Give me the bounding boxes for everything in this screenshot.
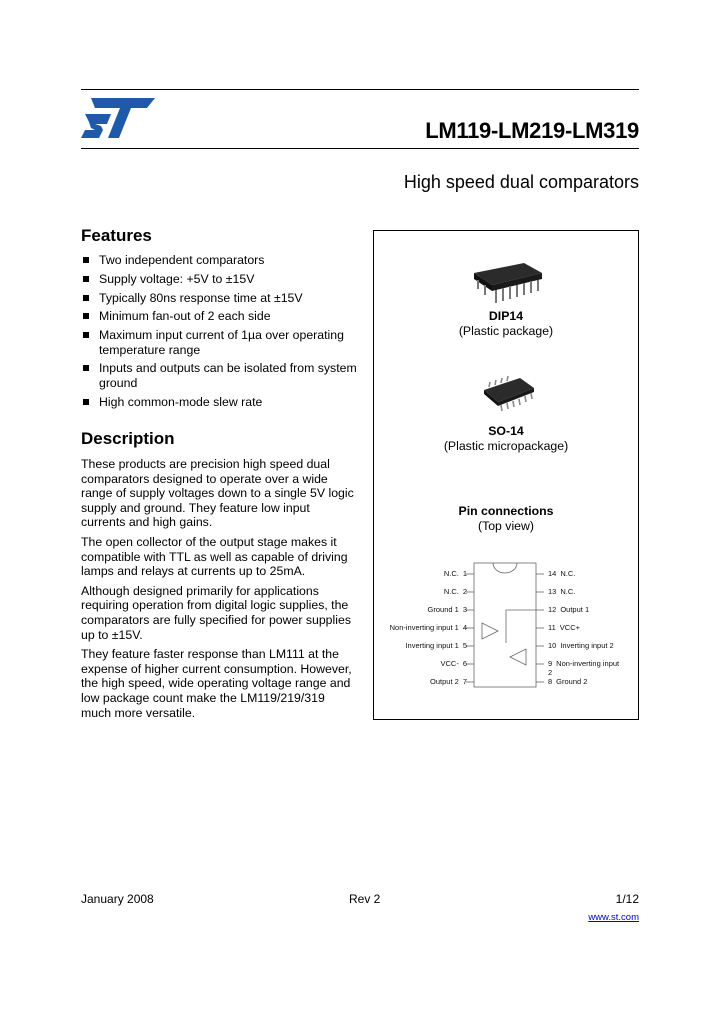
pin-number: 1 (462, 569, 467, 578)
pin-number: 5 (462, 641, 467, 650)
pin-label-left (374, 605, 467, 614)
pin-label-right (548, 641, 622, 650)
feature-item (81, 395, 366, 410)
title-rule (81, 148, 639, 149)
pinout-diagram (462, 561, 548, 691)
feature-text: Typically 80ns response time at ±15V (99, 290, 303, 305)
pin-number: 13 (548, 587, 557, 596)
pin-label-right (548, 569, 622, 578)
bullet-square-icon (83, 313, 89, 319)
so14-package-image (482, 374, 536, 414)
dip14-package-image (472, 259, 544, 305)
feature-item (81, 361, 366, 390)
pin-name: Ground 1 (427, 605, 459, 614)
pin-number: 12 (548, 605, 557, 614)
pin-label-left (374, 623, 467, 632)
st-logo (81, 96, 157, 140)
pin-number: 7 (462, 677, 467, 686)
pin-label-right (548, 587, 622, 596)
pin-number: 2 (462, 587, 467, 596)
pin-number: 11 (548, 623, 556, 632)
pin-number: 4 (462, 623, 467, 632)
feature-item (81, 328, 366, 357)
feature-text: Minimum fan-out of 2 each side (99, 309, 271, 324)
footer-page-number: 1/12 (615, 892, 639, 906)
pin-label-left (374, 569, 467, 578)
description-paragraph: They feature faster response than LM111 at the expense of higher current consumption. However, the high speed, wide operating voltage range and low package count make the LM119/219/319 much more versatile. (81, 647, 352, 720)
feature-text: Maximum input current of 1µa over operating temperature range (99, 328, 344, 357)
feature-item (81, 291, 366, 306)
pin-name: N.C. (560, 569, 576, 578)
bullet-square-icon (83, 399, 89, 405)
pin-number: 6 (462, 659, 467, 668)
pin-number: 14 (548, 569, 557, 578)
description-heading: Description (81, 429, 175, 448)
pin-name: Non-inverting input 1 (389, 623, 459, 632)
pin-label-left (374, 677, 467, 686)
pin-name: N.C. (443, 587, 459, 596)
pin-name: VCC+ (559, 623, 581, 632)
features-list (81, 253, 366, 414)
feature-item (81, 272, 366, 287)
bullet-square-icon (83, 257, 89, 263)
pin-label-left (374, 587, 467, 596)
pin-name: Ground 2 (556, 677, 588, 686)
bullet-square-icon (83, 295, 89, 301)
pin-name: N.C. (560, 587, 576, 596)
feature-text: Inputs and outputs can be isolated from system ground (99, 361, 357, 390)
pin-name: Output 2 (430, 677, 459, 686)
feature-text: Supply voltage: +5V to ±15V (99, 271, 255, 286)
document-subtitle: High speed dual comparators (403, 172, 639, 192)
description-paragraph: Although designed primarily for applications requiring operation from digital logic supplies, the comparators are fully specified for power supplies up to ±15V. (81, 583, 351, 642)
pin-name: Inverting input 2 (560, 641, 614, 650)
pin-number: 9 (548, 659, 553, 668)
feature-text: High common-mode slew rate (99, 394, 263, 409)
pin-name: Inverting input 1 (405, 641, 459, 650)
package-box (373, 230, 639, 720)
pin-label-right (548, 677, 622, 686)
document-title: LM119-LM219-LM319 (425, 118, 639, 143)
pin-label-right (548, 623, 622, 632)
footer-date: January 2008 (81, 892, 154, 906)
pin-name: N.C. (443, 569, 459, 578)
pin-name: Output 1 (560, 605, 590, 614)
top-rule (81, 89, 639, 90)
pin-label-left (374, 659, 467, 668)
description-body (81, 457, 356, 725)
bullet-square-icon (83, 332, 89, 338)
feature-item (81, 309, 366, 324)
pin-connections-heading: Pin connections (458, 504, 554, 518)
so14-desc: (Plastic micropackage) (443, 439, 569, 453)
description-paragraph: The open collector of the output stage makes it compatible with TTL as well as capable of driving lamps and relays at currents up to 25mA. (81, 534, 348, 579)
features-heading: Features (81, 226, 152, 245)
pin-label-right (548, 605, 622, 614)
description-paragraph: These products are precision high speed dual comparators designed to operate over a wide range of supply voltages down to a single 5V logic supply and ground. They feature low input currents and high gains. (81, 457, 354, 530)
pin-label-right (548, 659, 622, 677)
pin-connections-subheading: (Top view) (477, 519, 535, 533)
dip14-desc: (Plastic package) (458, 324, 554, 338)
dip14-label: DIP14 (488, 309, 524, 323)
feature-item (81, 253, 366, 268)
bullet-square-icon (83, 365, 89, 371)
footer-website-link[interactable]: www.st.com (588, 912, 639, 923)
pin-name: VCC- (440, 659, 459, 668)
pin-label-left (374, 641, 467, 650)
pin-number: 3 (462, 605, 467, 614)
bullet-square-icon (83, 276, 89, 282)
so14-label: SO-14 (488, 424, 524, 438)
footer-revision: Rev 2 (349, 892, 381, 906)
pin-number: 8 (548, 677, 553, 686)
pin-name: Non-inverting input 2 (548, 659, 620, 677)
feature-text: Two independent comparators (99, 253, 265, 267)
pin-number: 10 (548, 641, 557, 650)
